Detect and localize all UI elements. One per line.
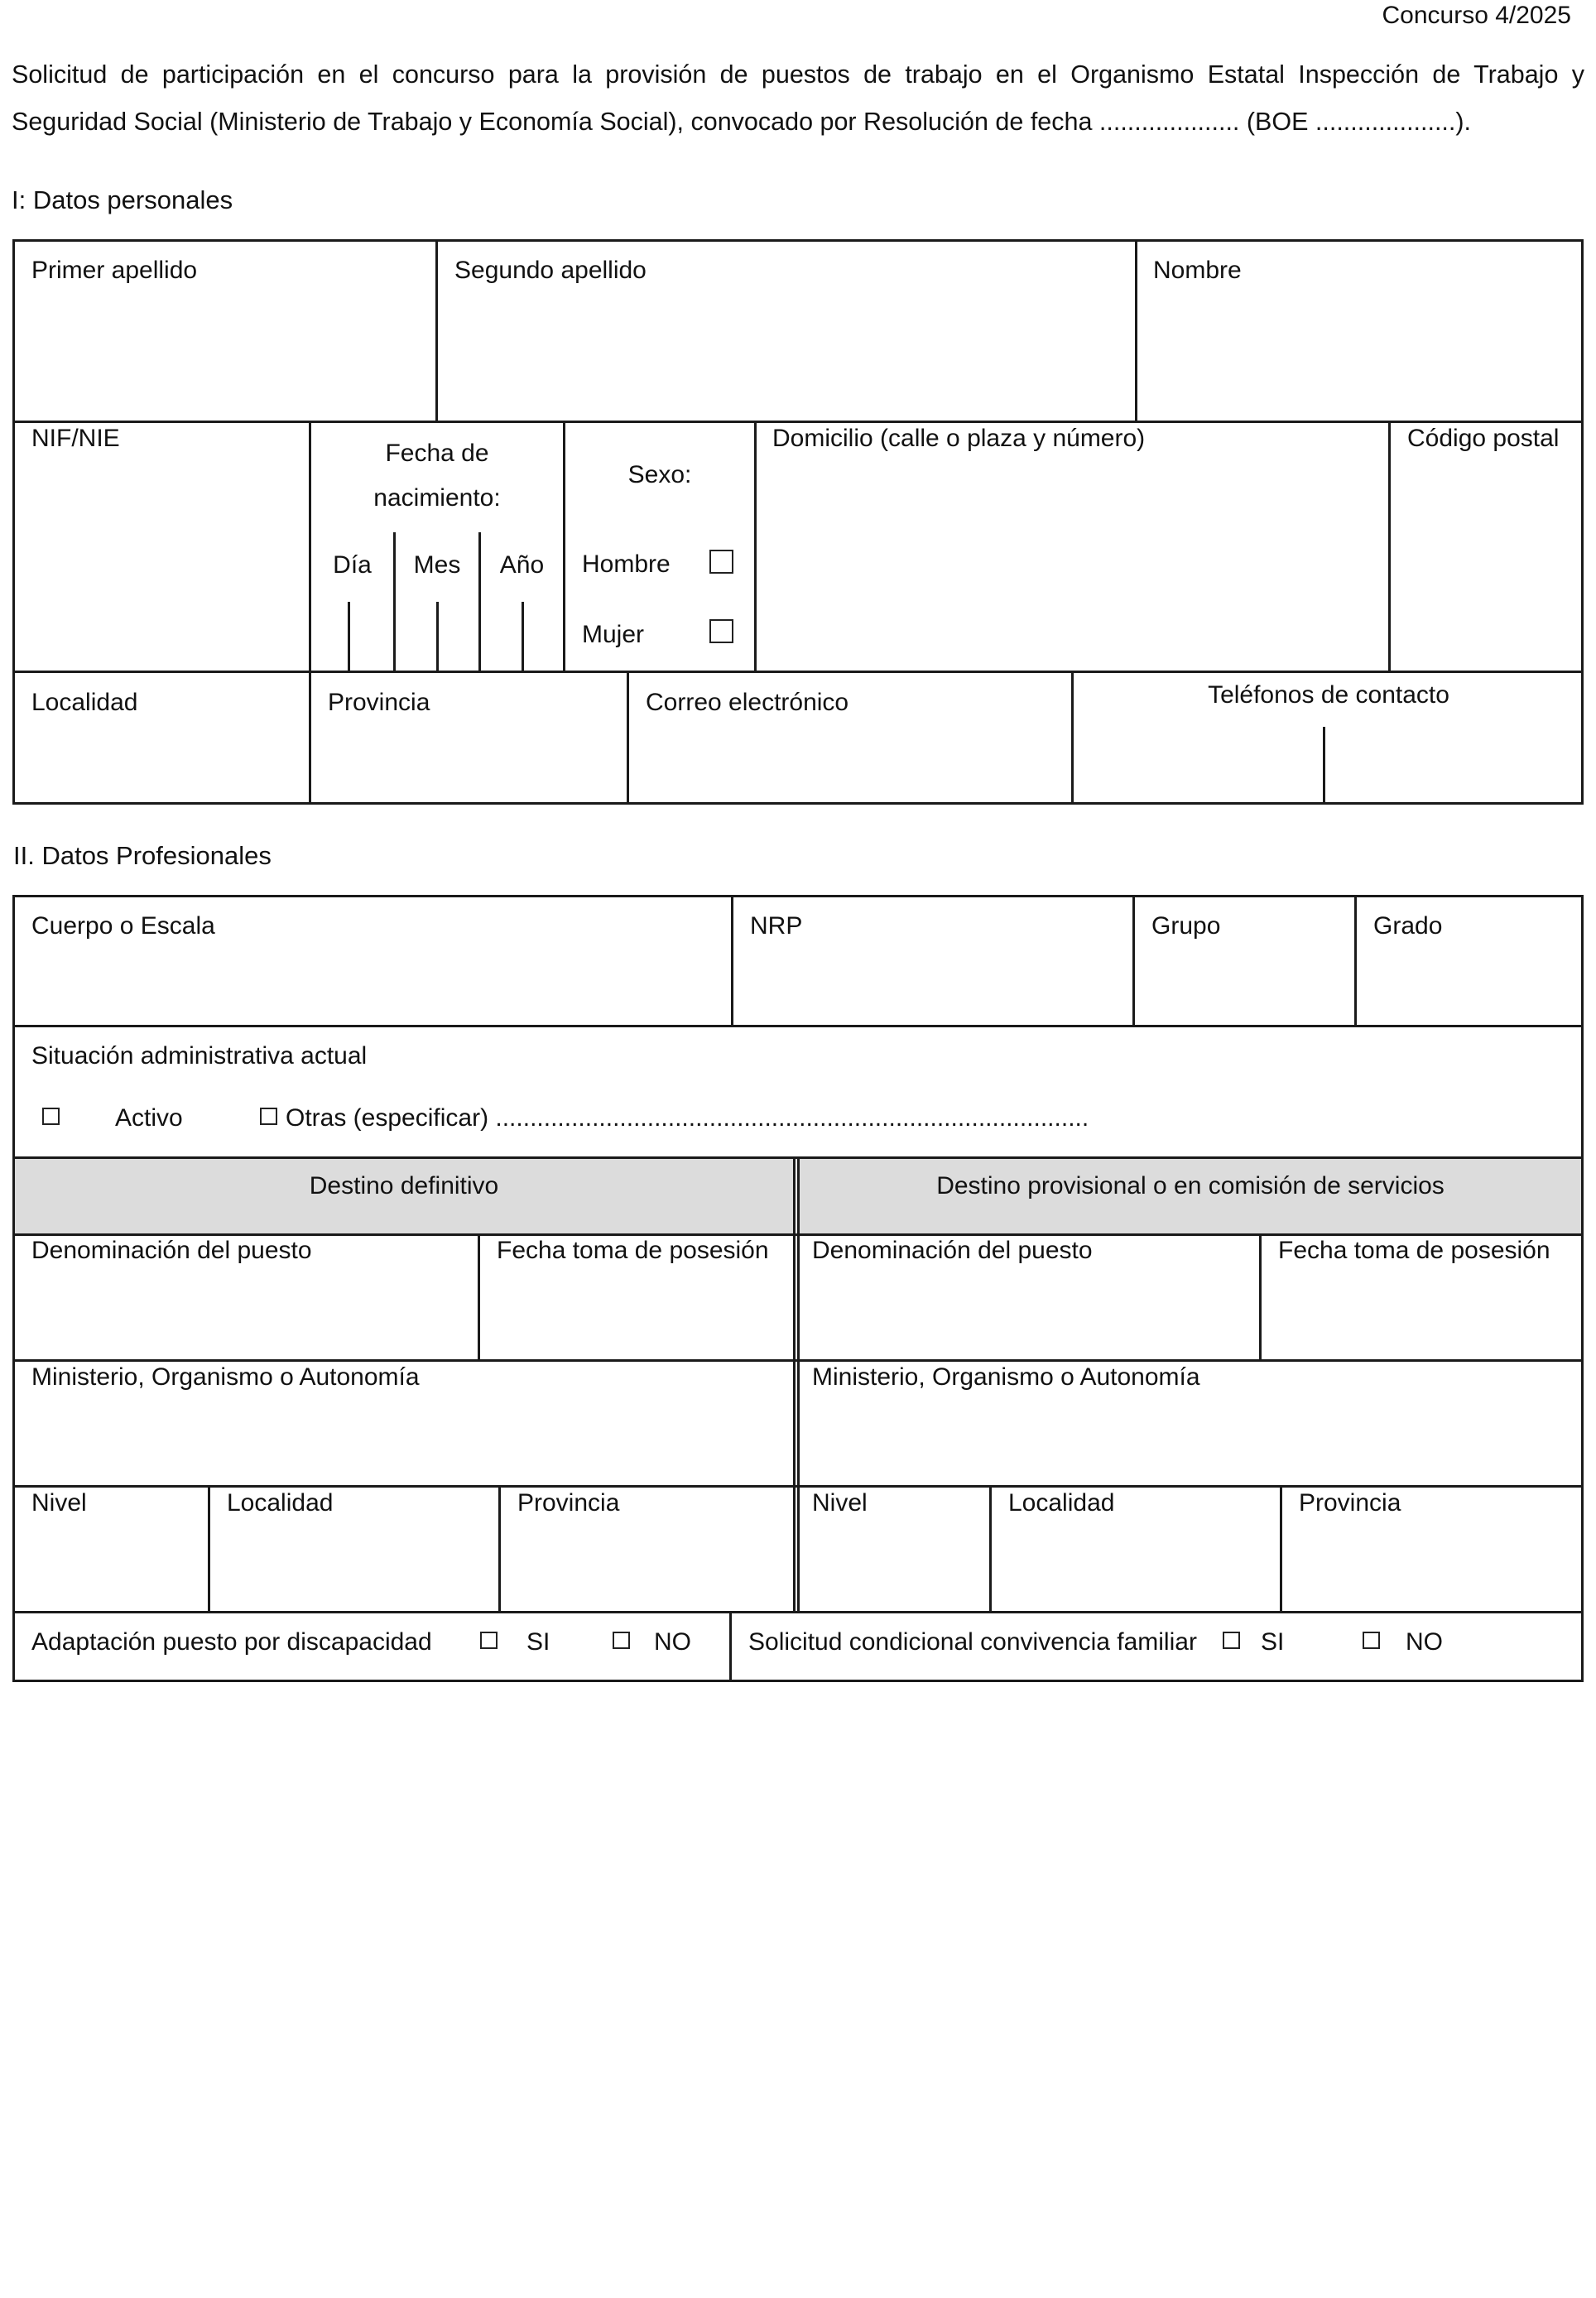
destino-definitivo-title: Destino definitivo <box>309 1172 499 1199</box>
condicional-si-checkbox[interactable] <box>1223 1632 1240 1649</box>
nombre-label: Nombre <box>1153 257 1242 284</box>
section-personal-title: I: Datos personales <box>12 185 233 214</box>
rule <box>12 1025 1584 1027</box>
rule <box>1354 895 1357 1026</box>
def-ministerio-label: Ministerio, Organismo o Autonomía <box>31 1363 420 1391</box>
mujer-label: Mujer <box>582 621 645 648</box>
activo-checkbox[interactable] <box>42 1108 60 1125</box>
adaptacion-si-label: SI <box>526 1628 550 1656</box>
def-provincia-label: Provincia <box>517 1489 620 1517</box>
nrp-label: NRP <box>750 912 803 940</box>
condicional-label: Solicitud condicional convivencia familiar <box>748 1628 1197 1656</box>
def-localidad-label: Localidad <box>227 1489 334 1517</box>
concurso-number: Concurso 4/2025 <box>1382 2 1571 29</box>
rule <box>1259 1233 1262 1361</box>
condicional-si-label: SI <box>1261 1628 1285 1656</box>
prov-provincia-label: Provincia <box>1299 1489 1401 1517</box>
condicional-no-label: NO <box>1406 1628 1443 1656</box>
prov-nivel-label: Nivel <box>812 1489 868 1517</box>
rule <box>731 895 733 1026</box>
rule <box>1280 1485 1282 1613</box>
hombre-checkbox[interactable] <box>709 550 733 574</box>
rule <box>1132 895 1135 1026</box>
situacion-label: Situación administrativa actual <box>31 1042 368 1070</box>
section-profesional-title: II. Datos Profesionales <box>13 841 272 870</box>
condicional-no-checkbox[interactable] <box>1363 1632 1380 1649</box>
grado-label: Grado <box>1373 912 1443 940</box>
dia-label: Día <box>333 551 372 579</box>
rule <box>754 421 757 672</box>
mes-label: Mes <box>413 551 461 579</box>
rule <box>435 239 438 422</box>
provincia-label: Provincia <box>328 689 430 716</box>
activo-label: Activo <box>115 1104 183 1132</box>
fecha-label-line1: Fecha de <box>385 440 489 467</box>
primer-apellido-label: Primer apellido <box>31 257 198 284</box>
intro-line-2: Seguridad Social (Ministerio de Trabajo y Economía Social), convocado por Resolución de fecha .................... (BOE ....................). <box>12 108 1472 136</box>
rule <box>1135 239 1137 422</box>
rule <box>436 602 439 671</box>
intro-paragraph <box>12 51 1584 146</box>
rule <box>348 602 350 671</box>
intro-line-1: Solicitud de participación en el concurso para la provisión de puestos de trabajo en el Organismo Estatal Inspección de Trabajo y <box>12 60 1584 89</box>
localidad-label: Localidad <box>31 689 138 716</box>
nif-label: NIF/NIE <box>31 425 120 452</box>
def-fecha-toma-label: Fecha toma de posesión <box>497 1237 769 1264</box>
correo-label: Correo electrónico <box>646 689 849 716</box>
fecha-label-line2: nacimiento: <box>373 484 501 512</box>
domicilio-label: Domicilio (calle o plaza y número) <box>772 425 1146 452</box>
mujer-checkbox[interactable] <box>709 619 733 643</box>
rule <box>729 1611 732 1682</box>
rule <box>208 1485 210 1613</box>
rule <box>563 421 565 672</box>
codigo-postal-label: Código postal <box>1407 425 1560 452</box>
cuerpo-label: Cuerpo o Escala <box>31 912 215 940</box>
rule <box>12 421 1584 423</box>
adaptacion-no-label: NO <box>654 1628 691 1656</box>
otras-checkbox[interactable] <box>260 1108 277 1125</box>
segundo-apellido-label: Segundo apellido <box>454 257 647 284</box>
rule <box>797 1156 800 1613</box>
adaptacion-no-checkbox[interactable] <box>613 1632 630 1649</box>
rule <box>627 671 629 805</box>
prov-fecha-toma-label: Fecha toma de posesión <box>1278 1237 1550 1264</box>
prov-ministerio-label: Ministerio, Organismo o Autonomía <box>812 1363 1200 1391</box>
grupo-label: Grupo <box>1151 912 1221 940</box>
prov-localidad-label: Localidad <box>1008 1489 1115 1517</box>
prov-denominacion-label: Denominación del puesto <box>812 1237 1093 1264</box>
rule <box>1323 727 1325 805</box>
def-denominacion-label: Denominación del puesto <box>31 1237 312 1264</box>
anio-label: Año <box>499 551 545 579</box>
rule <box>989 1485 992 1613</box>
adaptacion-si-checkbox[interactable] <box>480 1632 498 1649</box>
sexo-label: Sexo: <box>627 461 692 488</box>
destino-provisional-title: Destino provisional o en comisión de servicios <box>936 1172 1445 1199</box>
rule <box>309 671 311 805</box>
adaptacion-label: Adaptación puesto por discapacidad <box>31 1628 432 1656</box>
otras-label: Otras (especificar) ...................................................................................... <box>286 1104 1089 1132</box>
rule <box>12 671 1584 673</box>
def-nivel-label: Nivel <box>31 1489 87 1517</box>
rule <box>522 602 524 671</box>
rule <box>793 1156 796 1613</box>
rule <box>478 1233 480 1361</box>
telefonos-label: Teléfonos de contacto <box>1208 681 1449 709</box>
rule <box>1388 421 1391 672</box>
rule <box>498 1485 501 1613</box>
hombre-label: Hombre <box>582 550 671 578</box>
personal-data-table <box>12 239 1584 805</box>
